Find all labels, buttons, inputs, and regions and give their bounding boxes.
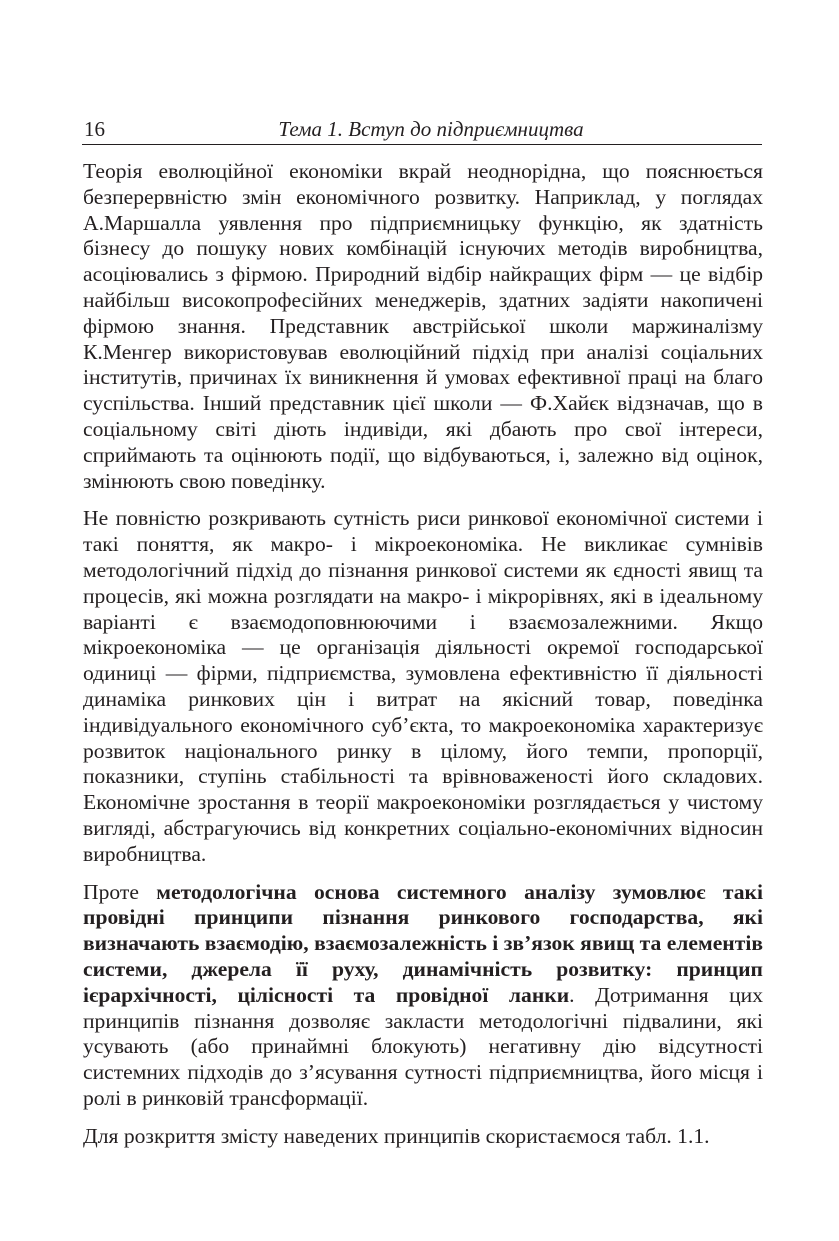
paragraph-table-reference: Для розкриття змісту наведених принципів скористаємося табл. 1.1.: [83, 1123, 710, 1148]
paragraph-methodological-basis: [83, 880, 763, 1112]
page-header: [82, 114, 762, 145]
running-title: Тема 1. Вступ до підприємництва: [278, 117, 584, 141]
bold-principles: методологічна основа системного аналізу зумовлює такі провідні принципи пізнання ринкового господарства, які визначають взаємодію, взаємозалежність і зв’язок явищ та елементів системи, джерела її руху, динамічність розвитку: принцип ієрархічності, цілісності та провідної ланки: [83, 879, 763, 1007]
body-text: [83, 159, 763, 1161]
page-number: 16: [84, 117, 105, 141]
paragraph-evolutionary-economics: Теорія еволюційної економіки вкрай неоднорідна, що пояснюється безперервністю змін економічного розвитку. Наприклад, у поглядах А.Маршалла уявлення про підприємницьку функцію, як здатність бізнесу до пошуку нових комбінацій існуючих методів виробництва, асоціювались з фірмою. Природний відбір найкращих фірм — це відбір найбільш високопрофесійних менеджерів, здатних задіяти накопичені фірмою знання. Представник австрійської школи маржиналізму К.Менгер використовував еволюційний підхід при аналізі соціальних інститутів, причинах їх виникнення й умовах ефективної праці на благо суспільства. Інший представник цієї школи — Ф.Хайєк відзначав, що в соціальному світі діють індивіди, які дбають про свої інтереси, сприймають та оцінюють події, що відбуваються, і, залежно від оцінок, змінюють свою поведінку.: [83, 159, 763, 493]
paragraph-start: Проте: [83, 879, 157, 904]
paragraph-end: . Дотримання цих принципів пізнання дозволяє закласти методологічні підвалини, які усувають (або принаймні блокують) негативну дію відсутності системних підходів до з’ясування сутності підприємництва, його місця і ролі в ринковій трансформації.: [83, 982, 763, 1110]
paragraph-macro-micro: Не повністю розкривають сутність риси ринкової економічної системи і такі поняття, як макро- і мікроекономіка. Не викликає сумнівів методологічний підхід до пізнання ринкової системи як єдності явищ та процесів, які можна розглядати на макро- і мікрорівнях, які в ідеальному варіанті є взаємодоповнюючими і взаємозалежними. Якщо мікроекономіка — це організація діяльності окремої господарської одиниці — фірми, підприємства, зумовлена ефективністю її діяльності динаміка ринкових цін і витрат на якісний товар, поведінка індивідуального економічного суб’єкта, то макроекономіка характеризує розвиток національного ринку в цілому, його темпи, пропорції, показники, ступінь стабільності та врівноваженості його складових. Економічне зростання в теорії макроекономіки розглядається у чистому вигляді, абстрагуючись від конкретних соціально-економічних відносин виробництва.: [83, 506, 763, 866]
